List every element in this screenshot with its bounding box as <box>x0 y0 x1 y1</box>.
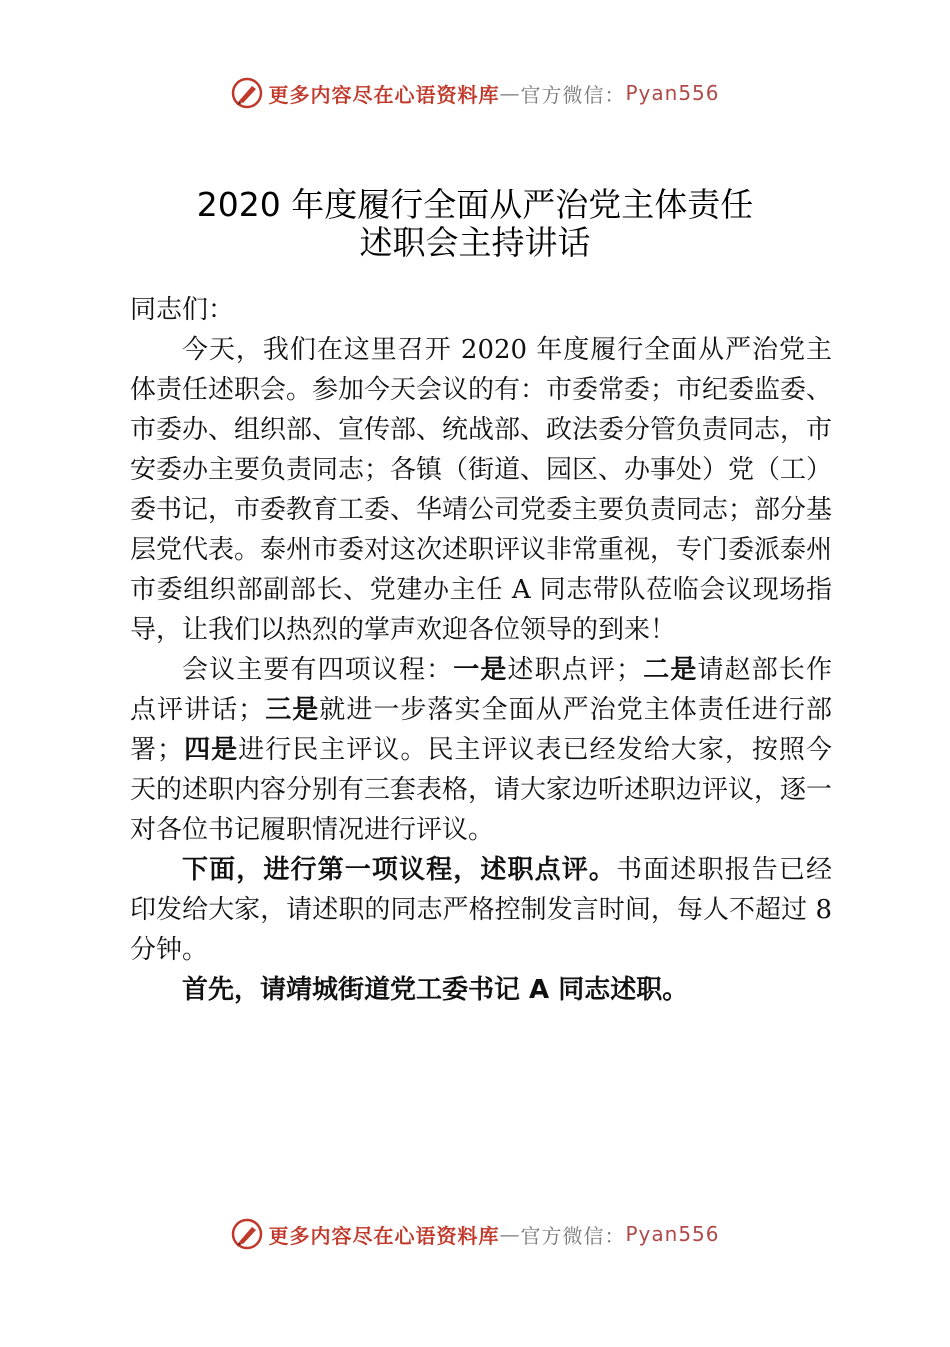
banner-brand-text: 更多内容尽在心语资料库 <box>268 1223 500 1248</box>
banner-official-label: 官方微信： <box>520 1223 626 1248</box>
first-item-heading: 下面，进行第一项议程，述职点评。 <box>182 855 617 885</box>
agenda-item-4-text: 进行民主评议。民主评议表已经发给大家，按照今天的述职内容分别有三套表格，请大家边听述职边评议，逐一对各位书记履职情况进行评议。 <box>130 735 833 845</box>
header-watermark-banner <box>0 73 950 113</box>
footer-watermark-banner <box>0 1214 950 1254</box>
document-title <box>0 186 950 262</box>
banner-wechat-id: Pyan556 <box>625 1222 720 1246</box>
pen-logo-icon <box>230 76 264 110</box>
agenda-item-1-text: 述职点评； <box>507 655 643 685</box>
paragraph-agenda <box>130 650 832 850</box>
first-item-text: 书面述职报告已经印发给大家，请述职的同志严格控制发言时间，每人不超过 8 分钟。 <box>130 855 832 965</box>
agenda-item-3-text: 就进一步落实全面从严治党主体责任进行部署； <box>130 695 832 765</box>
agenda-item-1-label: 一是 <box>453 655 508 685</box>
pen-logo-icon <box>230 1217 264 1251</box>
paragraph-opening: 今天，我们在这里召开 2020 年度履行全面从严治党主体责任述职会。参加今天会议的有：市委常委；市纪委监委、市委办、组织部、宣传部、统战部、政法委分管负责同志，市安委办主要负责同志；各镇（街道、园区、办事处）党（工）委书记，市委教育工委、华靖公司党委主要负责同志；部分基层党代表。泰州市委对这次述职评议非常重视，专门委派泰州市委组织部副部长、党建办主任 A 同志带队莅临会议现场指导，让我们以热烈的掌声欢迎各位领导的到来！ <box>130 335 833 645</box>
agenda-intro: 会议主要有四项议程： <box>182 655 454 685</box>
paragraph-first-item <box>130 850 832 970</box>
paragraph-first-speaker: 首先，请靖城街道党工委书记 A 同志述职。 <box>182 975 689 1005</box>
title-line-2: 述职会主持讲话 <box>359 223 591 262</box>
banner-separator: — <box>499 81 521 105</box>
banner-wechat-id: Pyan556 <box>625 81 720 105</box>
banner-separator: — <box>499 1222 521 1246</box>
salutation: 同志们： <box>130 295 235 325</box>
title-line-1: 2020 年度履行全面从严治党主体责任 <box>196 185 754 224</box>
banner-brand-text: 更多内容尽在心语资料库 <box>268 82 500 107</box>
agenda-item-2-text: 请赵部长作点评讲话； <box>130 655 832 725</box>
banner-official-label: 官方微信： <box>520 82 626 107</box>
speech-body <box>130 290 832 1010</box>
agenda-item-2-label: 二是 <box>642 655 698 685</box>
agenda-item-4-label: 四是 <box>183 735 239 765</box>
agenda-item-3-label: 三是 <box>264 695 320 725</box>
